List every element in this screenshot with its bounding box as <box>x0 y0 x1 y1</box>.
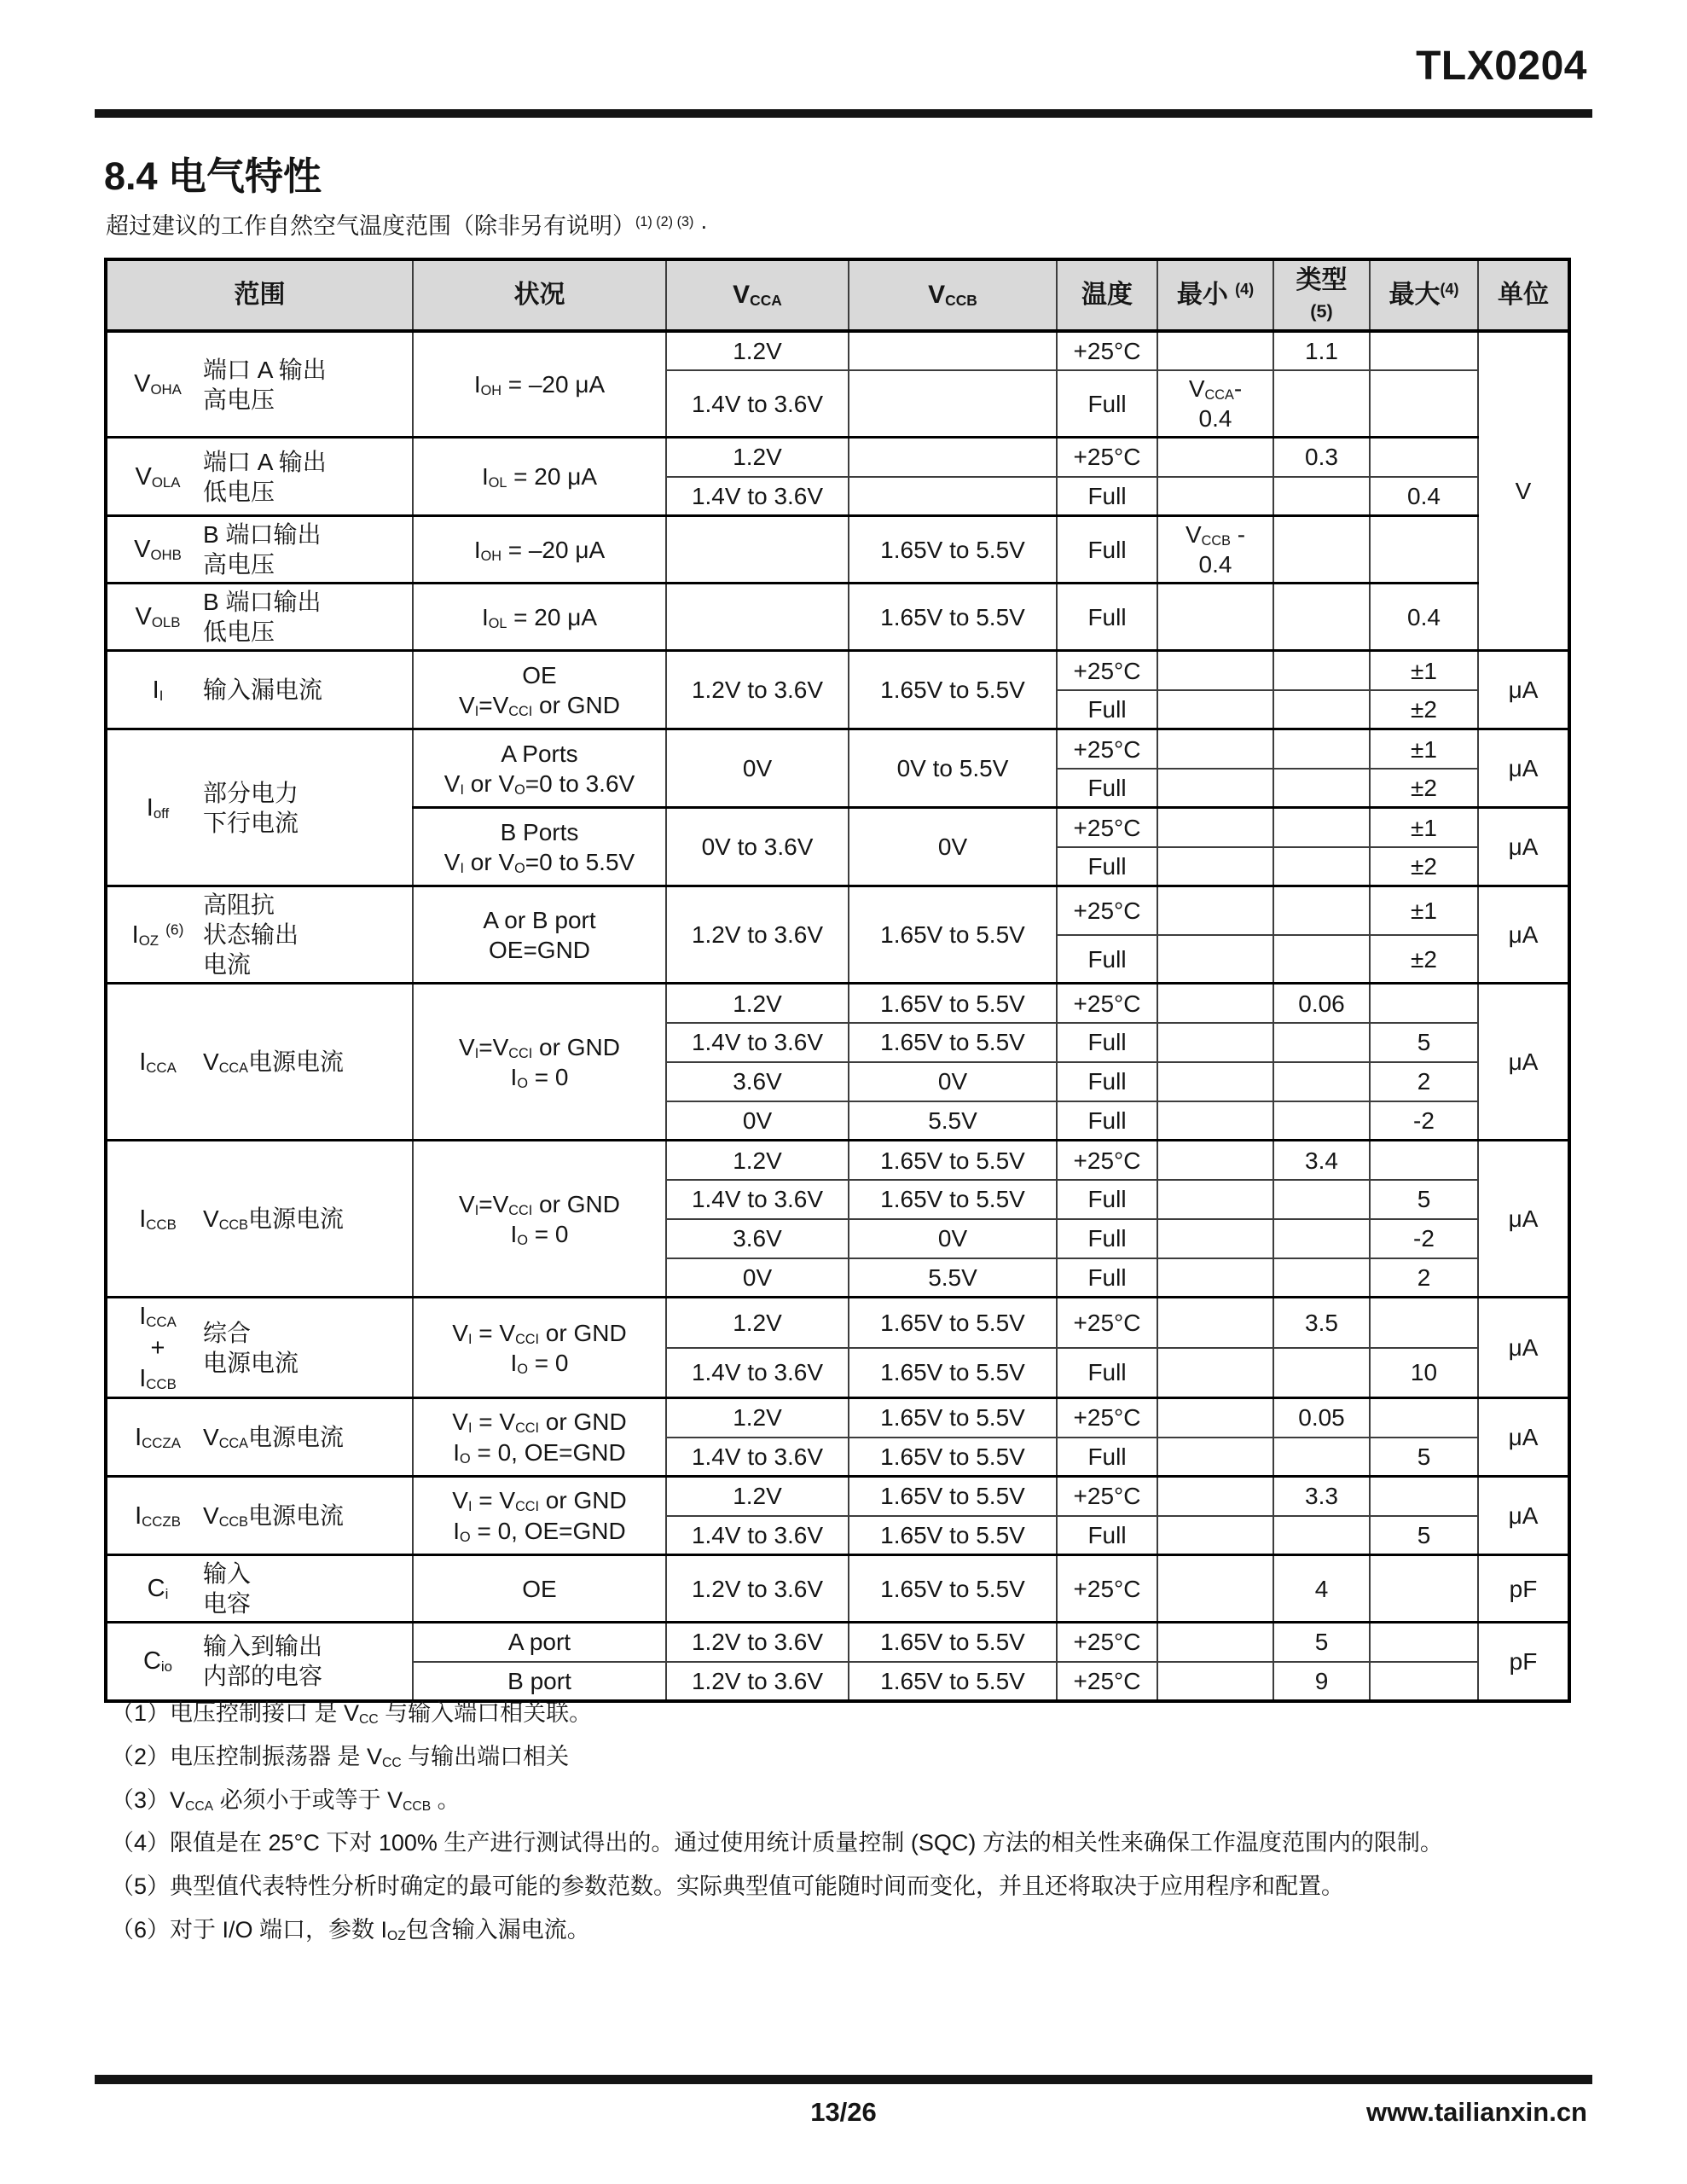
unit-cell: μA <box>1478 1298 1569 1398</box>
temp-cell: Full <box>1057 1219 1157 1258</box>
max-cell: -2 <box>1370 1101 1478 1141</box>
param-cell <box>106 1398 413 1477</box>
min-cell <box>1157 1398 1273 1438</box>
temp-cell: Full <box>1057 1023 1157 1062</box>
min-cell <box>1157 1062 1273 1101</box>
unit-cell: μA <box>1478 651 1569 729</box>
min-cell <box>1157 438 1273 477</box>
vccb-cell: 1.65V to 5.5V <box>849 1623 1057 1662</box>
col-header-vcca: $V_{CCA}$ <box>666 259 849 331</box>
cond-cell: A or B port OE=GND <box>413 886 666 984</box>
vccb-cell: 1.65V to 5.5V <box>849 1398 1057 1438</box>
temp-cell: +25°C <box>1057 886 1157 935</box>
electrical-characteristics-table <box>104 258 1571 1703</box>
cond-cell: OE $V_I=V_{CCI}$ or GND <box>413 651 666 729</box>
temp-cell: +25°C <box>1057 1623 1157 1662</box>
vccb-cell: 1.65V to 5.5V <box>849 1180 1057 1219</box>
typ-cell: 1.1 <box>1273 331 1370 370</box>
temp-cell: Full <box>1057 1062 1157 1101</box>
vcca-cell: 1.2V <box>666 984 849 1023</box>
param-desc: 输入到输出 内部的电容 <box>203 1633 323 1690</box>
param-desc: $V_{CCA}$电源电流 <box>203 1424 344 1451</box>
temp-cell: +25°C <box>1057 331 1157 370</box>
vccb-cell: 1.65V to 5.5V <box>849 584 1057 651</box>
vcca-cell: 0V <box>666 1101 849 1141</box>
param-symbol: $V_{OLA}$ <box>135 462 181 491</box>
typ-cell: 0.05 <box>1273 1398 1370 1438</box>
section-subtitle: 超过建议的工作自然空气温度范围（除非另有说明）$^{(1) (2) (3)}$ · <box>106 213 708 239</box>
vcca-cell: 1.4V to 3.6V <box>666 1438 849 1477</box>
param-symbol: $I_{CCZA}$ <box>135 1423 181 1451</box>
temp-cell: Full <box>1057 769 1157 808</box>
param-symbol: $C_i$ <box>147 1575 169 1603</box>
param-symbol: $C_{io}$ <box>142 1647 173 1676</box>
page-number: 13/26 <box>810 2097 877 2127</box>
col-header-min: 最小 $^{(4)}$ <box>1157 259 1273 331</box>
footnotes <box>111 1699 1585 1960</box>
min-cell <box>1157 690 1273 729</box>
vcca-cell: 1.4V to 3.6V <box>666 370 849 438</box>
max-cell: 5 <box>1370 1516 1478 1555</box>
document-title: TLX0204 <box>1416 44 1587 89</box>
param-symbol: $V_{OHB}$ <box>134 536 182 564</box>
param-desc: $V_{CCB}$电源电流 <box>203 1502 344 1530</box>
typ-cell <box>1273 886 1370 935</box>
vcca-cell: 1.2V <box>666 331 849 370</box>
min-cell <box>1157 1348 1273 1398</box>
min-cell <box>1157 1623 1273 1662</box>
max-cell <box>1370 984 1478 1023</box>
max-cell <box>1370 331 1478 370</box>
min-cell <box>1157 1219 1273 1258</box>
typ-cell: 0.3 <box>1273 438 1370 477</box>
min-cell <box>1157 1298 1273 1348</box>
vcca-cell: 1.4V to 3.6V <box>666 1516 849 1555</box>
max-cell: 10 <box>1370 1348 1478 1398</box>
temp-cell: Full <box>1057 690 1157 729</box>
footnote-4: （4）限值是在 25°C 下对 100% 生产进行测试得出的。通过使用统计质量控制 (SQC) 方法的相关性来确保工作温度范围内的限制。 <box>111 1830 1443 1856</box>
table-row <box>106 1555 1569 1623</box>
param-cell <box>106 584 413 651</box>
param-desc: 端口 A 输出 低电压 <box>203 448 327 505</box>
typ-cell <box>1273 1348 1370 1398</box>
max-cell <box>1370 1477 1478 1516</box>
param-cell <box>106 1298 413 1398</box>
param-desc: $V_{CCA}$电源电流 <box>203 1048 344 1077</box>
cond-cell: B Ports $V_I$ or $V_O=0$ to 5.5V <box>413 808 666 886</box>
footnote-1: （1）电压控制接口 是 $V_{CC}$ 与输入端口相关联。 <box>111 1700 593 1727</box>
unit-cell: V <box>1478 331 1569 651</box>
cond-cell: $I_{OH} = -20$ μA <box>413 516 666 584</box>
typ-cell: 0.06 <box>1273 984 1370 1023</box>
temp-cell: Full <box>1057 1180 1157 1219</box>
max-cell: 0.4 <box>1370 477 1478 516</box>
max-cell: 5 <box>1370 1438 1478 1477</box>
col-header-max: 最大$^{(4)}$ <box>1370 259 1478 331</box>
col-header-vccb: $V_{CCB}$ <box>849 259 1057 331</box>
temp-cell: +25°C <box>1057 1298 1157 1348</box>
table-row <box>106 651 1569 690</box>
max-cell <box>1370 1398 1478 1438</box>
typ-cell <box>1273 584 1370 651</box>
vcca-cell: 3.6V <box>666 1219 849 1258</box>
vcca-cell: 1.4V to 3.6V <box>666 477 849 516</box>
cond-cell: $I_{OL} = 20$ μA <box>413 584 666 651</box>
typ-cell <box>1273 477 1370 516</box>
vcca-cell: 1.2V to 3.6V <box>666 1662 849 1701</box>
max-cell: ±2 <box>1370 847 1478 886</box>
col-header-condition: 状况 <box>413 259 666 331</box>
min-cell <box>1157 935 1273 984</box>
table-row <box>106 1623 1569 1662</box>
vccb-cell: 0V <box>849 1062 1057 1101</box>
max-cell: ±2 <box>1370 935 1478 984</box>
table-row <box>106 729 1569 769</box>
param-symbol: $V_{OHA}$ <box>134 370 182 398</box>
vcca-cell: 1.2V to 3.6V <box>666 1555 849 1623</box>
min-cell <box>1157 1477 1273 1516</box>
typ-cell <box>1273 935 1370 984</box>
typ-cell <box>1273 1180 1370 1219</box>
param-cell <box>106 886 413 984</box>
col-header-range: 范围 <box>106 259 413 331</box>
max-cell <box>1370 1662 1478 1701</box>
temp-cell: +25°C <box>1057 808 1157 847</box>
unit-cell: μA <box>1478 729 1569 808</box>
typ-cell <box>1273 1062 1370 1101</box>
unit-cell: μA <box>1478 808 1569 886</box>
param-symbol: $I_{CCA}$ + $I_{CCB}$ <box>139 1303 177 1392</box>
param-symbol: $I_{CCB}$ <box>139 1205 177 1233</box>
typ-cell <box>1273 1258 1370 1298</box>
param-symbol: $I_{CCA}$ <box>139 1048 177 1076</box>
temp-cell: Full <box>1057 370 1157 438</box>
min-cell <box>1157 1180 1273 1219</box>
max-cell <box>1370 1298 1478 1348</box>
vccb-cell: 5.5V <box>849 1258 1057 1298</box>
vccb-cell: 0V <box>849 1219 1057 1258</box>
param-desc: 输入漏电流 <box>203 677 323 704</box>
temp-cell: Full <box>1057 1258 1157 1298</box>
min-cell <box>1157 808 1273 847</box>
param-cell <box>106 1555 413 1623</box>
param-cell <box>106 331 413 438</box>
table-row <box>106 886 1569 935</box>
param-desc: 综合 电源电流 <box>203 1319 299 1376</box>
vcca-cell: 1.2V <box>666 438 849 477</box>
typ-cell <box>1273 516 1370 584</box>
footer-rule <box>95 2075 1592 2084</box>
min-cell <box>1157 1141 1273 1180</box>
typ-cell <box>1273 1516 1370 1555</box>
typ-cell <box>1273 1219 1370 1258</box>
vccb-cell <box>849 477 1057 516</box>
param-desc: 部分电力 下行电流 <box>203 779 299 836</box>
vcca-cell: 0V <box>666 1258 849 1298</box>
typ-cell: 4 <box>1273 1555 1370 1623</box>
min-cell <box>1157 584 1273 651</box>
vcca-cell: 1.4V to 3.6V <box>666 1348 849 1398</box>
vcca-cell <box>666 584 849 651</box>
vccb-cell <box>849 438 1057 477</box>
typ-cell: 3.3 <box>1273 1477 1370 1516</box>
cond-cell: $V_I = V_{CCI}$ or GND $I_O = 0$, OE=GND <box>413 1398 666 1477</box>
min-cell <box>1157 886 1273 935</box>
param-desc: 端口 A 输出 高电压 <box>203 356 327 413</box>
temp-cell: +25°C <box>1057 1141 1157 1180</box>
vccb-cell: 5.5V <box>849 1101 1057 1141</box>
table-row <box>106 1298 1569 1348</box>
param-desc: 输入 电容 <box>203 1560 252 1618</box>
footnote-6: （6）对于 I/O 端口，参数 $I_{OZ}$包含输入漏电流。 <box>111 1916 590 1943</box>
typ-cell <box>1273 1023 1370 1062</box>
cond-cell: $I_{OL} = 20$ μA <box>413 438 666 516</box>
vcca-cell: 1.2V <box>666 1477 849 1516</box>
max-cell: 2 <box>1370 1062 1478 1101</box>
typ-cell: 5 <box>1273 1623 1370 1662</box>
vcca-cell: 1.4V to 3.6V <box>666 1023 849 1062</box>
vccb-cell: 1.65V to 5.5V <box>849 1438 1057 1477</box>
col-header-unit: 单位 <box>1478 259 1569 331</box>
vcca-cell: 1.2V to 3.6V <box>666 1623 849 1662</box>
temp-cell: +25°C <box>1057 651 1157 690</box>
vccb-cell: 1.65V to 5.5V <box>849 984 1057 1023</box>
temp-cell: +25°C <box>1057 984 1157 1023</box>
max-cell <box>1370 1555 1478 1623</box>
min-cell <box>1157 984 1273 1023</box>
vccb-cell: 1.65V to 5.5V <box>849 1516 1057 1555</box>
table-row <box>106 1398 1569 1438</box>
max-cell: 5 <box>1370 1180 1478 1219</box>
vccb-cell: 1.65V to 5.5V <box>849 1141 1057 1180</box>
max-cell: ±1 <box>1370 651 1478 690</box>
vccb-cell: 1.65V to 5.5V <box>849 651 1057 729</box>
temp-cell: +25°C <box>1057 1477 1157 1516</box>
website-text: www.tailianxin.cn <box>1366 2097 1587 2127</box>
param-cell <box>106 1141 413 1298</box>
vccb-cell: 0V <box>849 808 1057 886</box>
typ-cell: 3.5 <box>1273 1298 1370 1348</box>
min-cell <box>1157 1516 1273 1555</box>
typ-cell <box>1273 769 1370 808</box>
vcca-cell: 1.2V <box>666 1398 849 1438</box>
cond-cell: B port <box>413 1662 666 1701</box>
unit-cell: pF <box>1478 1623 1569 1701</box>
min-cell <box>1157 1438 1273 1477</box>
param-symbol: $V_{OLB}$ <box>135 603 181 631</box>
cond-cell: $V_I = V_{CCI}$ or GND $I_O = 0$, OE=GND <box>413 1477 666 1555</box>
cond-cell: $V_I=V_{CCI}$ or GND $I_O = 0$ <box>413 984 666 1141</box>
vcca-cell: 0V <box>666 729 849 808</box>
min-cell <box>1157 331 1273 370</box>
param-symbol: $I_{CCZB}$ <box>135 1502 181 1530</box>
temp-cell: Full <box>1057 516 1157 584</box>
param-cell <box>106 729 413 886</box>
vccb-cell <box>849 370 1057 438</box>
unit-cell: μA <box>1478 1398 1569 1477</box>
max-cell: 5 <box>1370 1023 1478 1062</box>
footnote-2: （2）电压控制振荡器 是 $V_{CC}$ 与输出端口相关 <box>111 1743 570 1770</box>
max-cell: ±1 <box>1370 729 1478 769</box>
temp-cell: Full <box>1057 1516 1157 1555</box>
typ-cell <box>1273 1101 1370 1141</box>
typ-cell <box>1273 847 1370 886</box>
max-cell: ±2 <box>1370 769 1478 808</box>
temp-cell: +25°C <box>1057 1662 1157 1701</box>
temp-cell: Full <box>1057 584 1157 651</box>
table-row <box>106 584 1569 651</box>
vcca-cell: 3.6V <box>666 1062 849 1101</box>
unit-cell: μA <box>1478 886 1569 984</box>
max-cell <box>1370 516 1478 584</box>
typ-cell <box>1273 370 1370 438</box>
param-cell <box>106 1477 413 1555</box>
param-cell <box>106 984 413 1141</box>
table-row <box>106 516 1569 584</box>
temp-cell: Full <box>1057 1348 1157 1398</box>
typ-cell: 9 <box>1273 1662 1370 1701</box>
table-row <box>106 984 1569 1023</box>
col-header-temp: 温度 <box>1057 259 1157 331</box>
vcca-cell: 1.4V to 3.6V <box>666 1180 849 1219</box>
typ-cell: 3.4 <box>1273 1141 1370 1180</box>
unit-cell: μA <box>1478 1477 1569 1555</box>
max-cell: ±1 <box>1370 886 1478 935</box>
temp-cell: +25°C <box>1057 1398 1157 1438</box>
table-row <box>106 1141 1569 1180</box>
param-cell <box>106 516 413 584</box>
footnote-5: （5）典型值代表特性分析时确定的最可能的参数范数。实际典型值可能随时间而变化，并且还将取决于应用程序和配置。 <box>111 1873 1345 1899</box>
vcca-cell <box>666 516 849 584</box>
typ-cell <box>1273 690 1370 729</box>
min-cell <box>1157 729 1273 769</box>
max-cell: -2 <box>1370 1219 1478 1258</box>
min-cell <box>1157 1555 1273 1623</box>
section-title: 8.4 电气特性 <box>104 154 322 198</box>
unit-cell: pF <box>1478 1555 1569 1623</box>
min-cell: $V_{CCA}-$ 0.4 <box>1157 370 1273 438</box>
temp-cell: +25°C <box>1057 729 1157 769</box>
param-desc: B 端口输出 高电压 <box>203 521 322 578</box>
typ-cell <box>1273 1438 1370 1477</box>
param-desc: $V_{CCB}$电源电流 <box>203 1205 344 1234</box>
min-cell <box>1157 1258 1273 1298</box>
vcca-cell: 1.2V <box>666 1141 849 1180</box>
vccb-cell: 1.65V to 5.5V <box>849 516 1057 584</box>
vccb-cell: 1.65V to 5.5V <box>849 1662 1057 1701</box>
vcca-cell: 1.2V to 3.6V <box>666 651 849 729</box>
cond-cell: $V_I = V_{CCI}$ or GND $I_O = 0$ <box>413 1298 666 1398</box>
cond-cell: $V_I=V_{CCI}$ or GND $I_O = 0$ <box>413 1141 666 1298</box>
temp-cell: Full <box>1057 1101 1157 1141</box>
param-symbol: $I_{off}$ <box>146 793 170 822</box>
max-cell <box>1370 1141 1478 1180</box>
max-cell: 2 <box>1370 1258 1478 1298</box>
vcca-cell: 1.2V to 3.6V <box>666 886 849 984</box>
vccb-cell: 0V to 5.5V <box>849 729 1057 808</box>
table-row <box>106 438 1569 477</box>
table-header-row <box>106 259 1569 331</box>
vccb-cell: 1.65V to 5.5V <box>849 1023 1057 1062</box>
min-cell: $V_{CCB}$ - 0.4 <box>1157 516 1273 584</box>
cond-cell: $I_{OH} = -20$ μA <box>413 331 666 438</box>
vccb-cell: 1.65V to 5.5V <box>849 1555 1057 1623</box>
typ-cell <box>1273 808 1370 847</box>
vcca-cell: 0V to 3.6V <box>666 808 849 886</box>
param-cell <box>106 438 413 516</box>
cond-cell: OE <box>413 1555 666 1623</box>
min-cell <box>1157 1101 1273 1141</box>
temp-cell: +25°C <box>1057 438 1157 477</box>
max-cell <box>1370 370 1478 438</box>
min-cell <box>1157 1662 1273 1701</box>
vccb-cell: 1.65V to 5.5V <box>849 1298 1057 1348</box>
max-cell: 0.4 <box>1370 584 1478 651</box>
vccb-cell: 1.65V to 5.5V <box>849 1477 1057 1516</box>
max-cell <box>1370 1623 1478 1662</box>
min-cell <box>1157 477 1273 516</box>
min-cell <box>1157 769 1273 808</box>
param-cell <box>106 651 413 729</box>
min-cell <box>1157 1023 1273 1062</box>
cond-cell: A port <box>413 1623 666 1662</box>
min-cell <box>1157 651 1273 690</box>
max-cell: ±2 <box>1370 690 1478 729</box>
param-symbol: $I_{OZ}$ $^{(6)}$ <box>131 921 184 949</box>
max-cell: ±1 <box>1370 808 1478 847</box>
table-row <box>106 331 1569 370</box>
param-cell <box>106 1623 413 1701</box>
param-desc: B 端口输出 低电压 <box>203 589 322 646</box>
table-row <box>106 1477 1569 1516</box>
typ-cell <box>1273 651 1370 690</box>
header-rule <box>95 109 1592 118</box>
vccb-cell: 1.65V to 5.5V <box>849 1348 1057 1398</box>
temp-cell: Full <box>1057 935 1157 984</box>
temp-cell: Full <box>1057 847 1157 886</box>
col-header-typ: 类型 (5) <box>1273 259 1370 331</box>
typ-cell <box>1273 729 1370 769</box>
temp-cell: Full <box>1057 477 1157 516</box>
unit-cell: μA <box>1478 1141 1569 1298</box>
min-cell <box>1157 847 1273 886</box>
vccb-cell <box>849 331 1057 370</box>
max-cell <box>1370 438 1478 477</box>
footnote-3: $(3)V_{CCA}$ 必须小于或等于 $V_{CCB}$ 。 <box>111 1786 461 1814</box>
vcca-cell: 1.2V <box>666 1298 849 1348</box>
vccb-cell: 1.65V to 5.5V <box>849 886 1057 984</box>
cond-cell: A Ports $V_I$ or $V_O=0$ to 3.6V <box>413 729 666 808</box>
temp-cell: +25°C <box>1057 1555 1157 1623</box>
unit-cell: μA <box>1478 984 1569 1141</box>
temp-cell: Full <box>1057 1438 1157 1477</box>
param-desc: 高阻抗 状态输出 电流 <box>203 892 299 979</box>
param-symbol: $I_I$ <box>152 676 164 704</box>
